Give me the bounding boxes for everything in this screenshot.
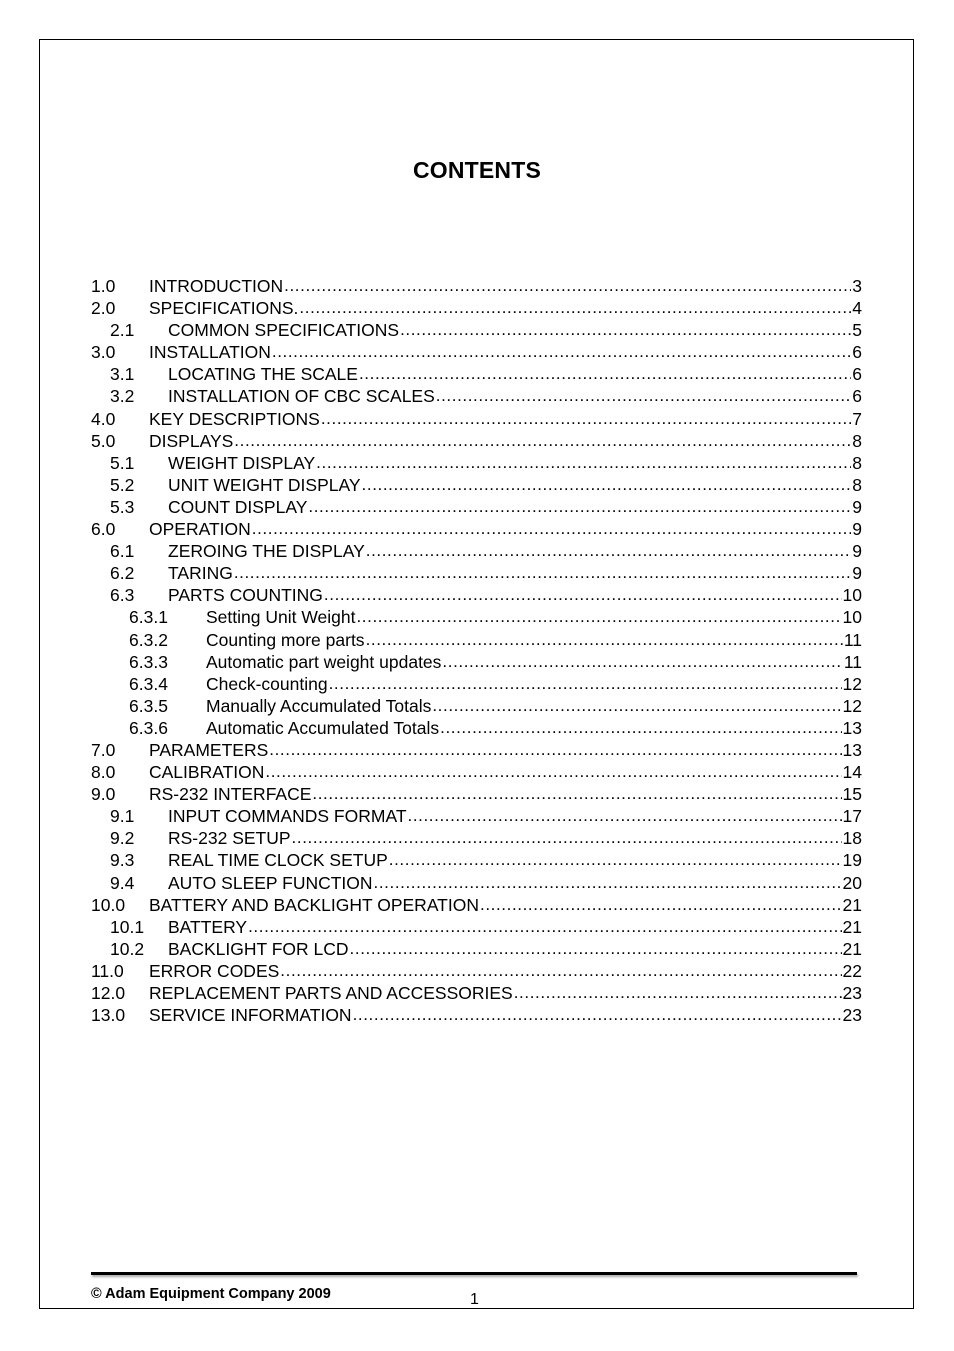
toc-entry-number: 9.1 [110,806,135,827]
toc-entry-page: 19 [842,850,862,871]
toc-dot-leader [350,938,842,959]
toc-entry-number: 7.0 [91,739,116,760]
toc-entry[interactable] [91,1005,862,1027]
toc-entry-page: 18 [842,828,862,849]
toc-entry[interactable] [91,431,862,453]
toc-entry-page: 23 [842,983,862,1003]
toc-entry-number: 6.1 [110,541,135,562]
toc-entry[interactable] [91,895,862,917]
toc-entry-title[interactable]: BATTERY AND BACKLIGHT OPERATION [149,894,479,915]
table-of-contents [91,276,862,1027]
toc-entry-number: 5.1 [110,452,135,473]
toc-entry[interactable] [91,320,862,342]
toc-entry-number: 2.0 [91,298,116,319]
toc-entry-page: 14 [842,762,862,783]
toc-entry-page: 15 [842,784,862,805]
toc-entry-title[interactable]: INPUT COMMANDS FORMAT [168,806,407,827]
toc-entry[interactable] [91,386,862,408]
toc-entry-number: 6.3.4 [129,673,168,694]
toc-dot-leader [269,739,841,760]
toc-entry-number: 6.0 [91,519,116,540]
toc-entry-title[interactable]: SERVICE INFORMATION [149,1005,352,1026]
page-title: CONTENTS [412,157,542,183]
toc-entry[interactable] [91,541,862,563]
toc-entry-title[interactable]: CALIBRATION [149,762,265,783]
toc-entry-page: 9 [852,563,862,584]
toc-dot-leader [329,673,842,694]
toc-entry-number: 10.1 [110,916,145,937]
toc-dot-leader [366,540,852,561]
toc-entry-page: 12 [842,695,862,716]
toc-dot-leader [359,363,851,384]
toc-entry-number: 2.1 [110,320,135,341]
toc-entry[interactable] [91,674,862,696]
toc-entry-title[interactable]: RS-232 SETUP [168,828,291,849]
toc-dot-leader [353,1004,842,1025]
toc-entry-number: 5.0 [91,430,116,451]
toc-entry-number: 6.3.3 [129,651,168,672]
toc-entry-title[interactable]: Automatic Accumulated Totals [206,717,440,738]
toc-entry[interactable] [91,828,862,850]
toc-entry-page: 6 [852,364,862,385]
toc-dot-leader [321,408,851,429]
toc-entry-title[interactable]: REPLACEMENT PARTS AND ACCESSORIES [149,983,513,1003]
toc-entry[interactable] [91,740,862,762]
toc-entry-page: 10 [842,607,862,628]
toc-entry-title[interactable]: COMMON SPECIFICATIONS [168,320,400,341]
toc-entry-number: 10.2 [110,938,145,959]
toc-dot-leader [234,562,851,583]
toc-entry-page: 21 [842,916,862,937]
toc-entry-title[interactable]: TARING [168,563,233,584]
toc-entry[interactable] [91,961,862,983]
toc-dot-leader [234,430,851,451]
toc-entry-page: 9 [852,541,862,562]
toc-entry-title[interactable]: KEY DESCRIPTIONS [149,408,320,429]
toc-entry-page: 10 [842,585,862,606]
toc-entry-page: 21 [842,894,862,915]
toc-entry-page: 20 [842,872,862,893]
toc-entry-title[interactable]: INSTALLATION OF CBC SCALES [168,386,435,407]
toc-entry[interactable] [91,409,862,431]
toc-entry-number: 8.0 [91,762,116,783]
toc-dot-leader [400,319,851,340]
toc-entry[interactable] [91,983,862,1005]
toc-dot-leader [324,584,842,605]
toc-entry-number: 5.3 [110,496,135,517]
toc-dot-leader [436,385,851,406]
toc-dot-leader [280,960,841,981]
toc-entry[interactable] [91,630,862,652]
toc-entry-title[interactable]: Setting Unit Weight [206,607,356,628]
toc-entry-title[interactable]: BATTERY [168,916,248,937]
toc-entry[interactable] [91,652,862,674]
toc-entry[interactable] [91,497,862,519]
toc-entry-title[interactable]: Automatic part weight updates [206,651,442,672]
toc-entry-page: 9 [852,496,862,517]
toc-entry-number: 6.3.6 [129,717,168,738]
toc-entry-number: 6.3.1 [129,607,168,628]
toc-entry-title[interactable]: INTRODUCTION [149,276,284,296]
toc-dot-leader [272,341,851,362]
toc-entry[interactable] [91,696,862,718]
toc-entry-page: 23 [842,1005,862,1026]
toc-entry[interactable] [91,563,862,585]
toc-dot-leader [299,297,851,318]
toc-entry[interactable] [91,519,862,541]
toc-entry-page: 4 [852,298,862,319]
toc-entry-page: 13 [842,717,862,738]
toc-entry-title[interactable]: OPERATION [149,519,251,540]
toc-dot-leader [514,982,842,1003]
toc-entry-page: 8 [852,474,862,495]
toc-entry-page: 11 [843,629,862,650]
toc-dot-leader [432,695,841,716]
toc-entry-number: 9.4 [110,872,135,893]
toc-entry-title[interactable]: DISPLAYS [149,430,234,451]
toc-dot-leader [316,452,851,473]
toc-entry-page: 22 [842,960,862,981]
toc-entry[interactable] [91,762,862,784]
toc-entry-number: 4.0 [91,408,116,429]
toc-entry-title[interactable]: INSTALLATION [149,342,271,363]
toc-dot-leader [252,518,851,539]
toc-entry-number: 6.3.5 [129,695,168,716]
toc-entry-number: 13.0 [91,1005,126,1026]
toc-entry-number: 10.0 [91,894,126,915]
toc-dot-leader [248,916,841,937]
toc-dot-leader [308,496,851,517]
toc-entry-number: 3.1 [110,364,135,385]
toc-entry-number: 6.3 [110,585,135,606]
toc-entry[interactable] [91,850,862,872]
toc-dot-leader [312,783,841,804]
toc-entry[interactable] [91,718,862,740]
toc-entry-number: 6.3.2 [129,629,168,650]
toc-entry-number: 1.0 [91,276,116,296]
toc-entry-title[interactable]: Manually Accumulated Totals [206,695,432,716]
toc-entry-title[interactable]: ZEROING THE DISPLAY [168,541,365,562]
toc-entry-page: 8 [852,430,862,451]
toc-dot-leader [442,651,842,672]
toc-dot-leader [292,827,842,848]
toc-dot-leader [356,606,841,627]
toc-dot-leader [265,761,841,782]
toc-entry-title[interactable]: REAL TIME CLOCK SETUP [168,850,388,871]
toc-dot-leader [389,849,842,870]
toc-dot-leader [408,805,842,826]
toc-entry-title[interactable]: RS-232 INTERFACE [149,784,312,805]
toc-entry[interactable] [91,939,862,961]
toc-entry[interactable] [91,873,862,895]
toc-entry[interactable] [91,607,862,629]
toc-entry[interactable] [91,453,862,475]
toc-dot-leader [440,717,841,738]
toc-entry-page: 11 [843,651,862,672]
toc-entry-number: 5.2 [110,474,135,495]
toc-entry-number: 3.0 [91,342,116,363]
toc-entry-number: 11.0 [91,960,124,981]
toc-entry-number: 9.2 [110,828,135,849]
toc-dot-leader [480,894,842,915]
toc-entry[interactable] [91,364,862,386]
toc-entry[interactable] [91,784,862,806]
page-number: 1 [470,1291,479,1308]
toc-entry-title[interactable]: Counting more parts [206,629,365,650]
toc-entry-title[interactable]: LOCATING THE SCALE [168,364,358,385]
toc-entry-title[interactable]: COUNT DISPLAY [168,496,308,517]
toc-entry-number: 3.2 [110,386,135,407]
toc-entry-page: 12 [842,673,862,694]
toc-entry[interactable] [91,475,862,497]
toc-entry[interactable] [91,276,862,298]
toc-entry-title[interactable]: SPECIFICATIONS. [149,298,299,319]
toc-dot-leader [362,474,852,495]
toc-entry-page: 9 [852,519,862,540]
toc-entry-title[interactable]: PARTS COUNTING [168,585,323,606]
toc-entry[interactable] [91,917,862,939]
toc-entry-title[interactable]: PARAMETERS [149,739,269,760]
toc-entry-page: 6 [852,386,862,407]
toc-entry-page: 5 [852,320,862,341]
footer-copyright: © Adam Equipment Company 2009 [91,1286,331,1302]
toc-entry-title[interactable]: BACKLIGHT FOR LCD [168,938,349,959]
toc-dot-leader [366,629,843,650]
toc-entry-title[interactable]: AUTO SLEEP FUNCTION [168,872,373,893]
toc-entry[interactable] [91,298,862,320]
toc-entry-page: 6 [852,342,862,363]
toc-entry-page: 3 [852,276,862,296]
toc-entry-page: 13 [842,739,862,760]
footer-divider [91,1272,857,1275]
toc-entry[interactable] [91,585,862,607]
toc-entry-number: 6.2 [110,563,135,584]
toc-dot-leader [374,872,842,893]
toc-entry-page: 21 [842,938,862,959]
toc-entry-number: 12.0 [91,983,126,1003]
toc-entry-title[interactable]: ERROR CODES [149,960,280,981]
toc-entry-title[interactable]: Check-counting [206,673,328,694]
toc-dot-leader [284,275,851,296]
toc-entry-number: 9.3 [110,850,135,871]
toc-entry-title[interactable]: UNIT WEIGHT DISPLAY [168,474,361,495]
toc-entry-page: 8 [852,452,862,473]
toc-entry-title[interactable]: WEIGHT DISPLAY [168,452,316,473]
toc-entry-page: 17 [842,806,862,827]
toc-entry-page: 7 [852,408,862,429]
toc-entry[interactable] [91,342,862,364]
toc-entry[interactable] [91,806,862,828]
toc-entry-number: 9.0 [91,784,116,805]
